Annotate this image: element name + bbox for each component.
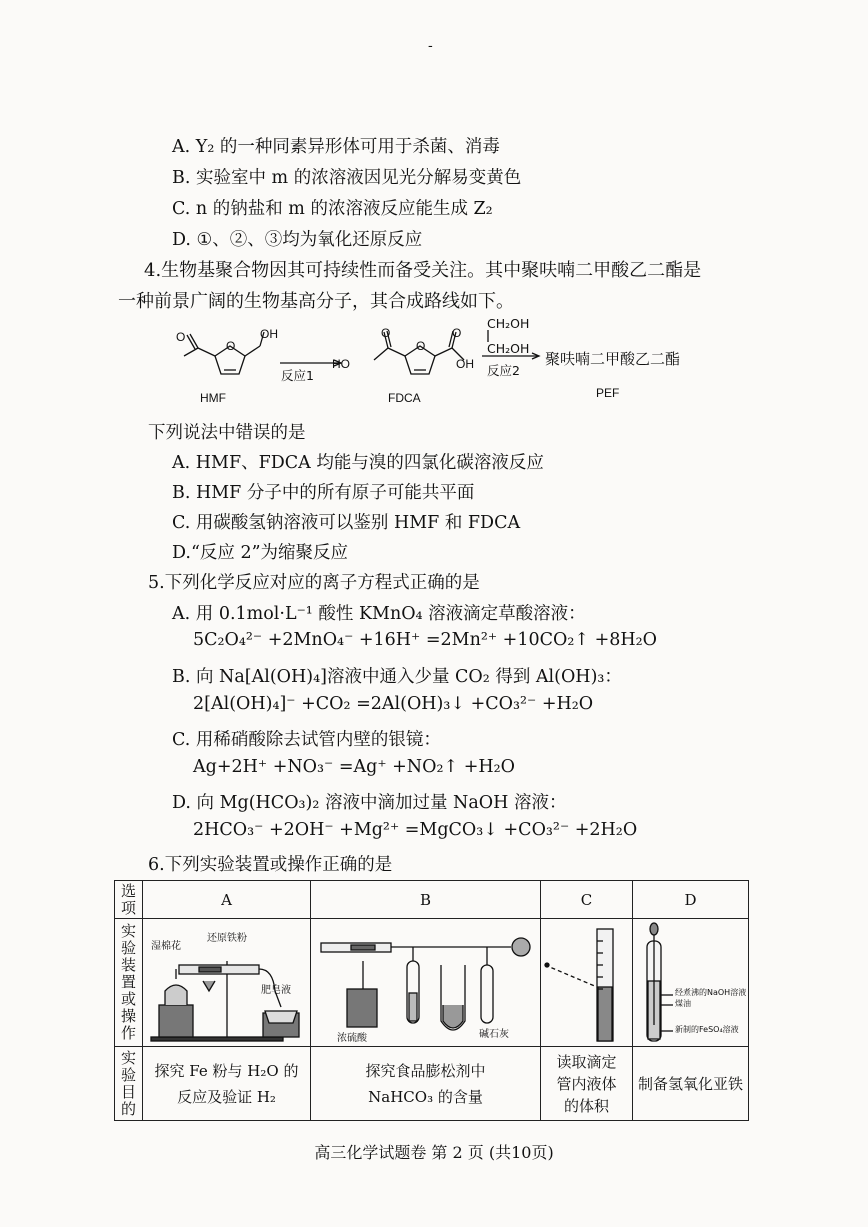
apparatus-c: [541, 919, 633, 1047]
q4-option-d: D.“反应 2”为缩聚反应: [172, 543, 349, 563]
header-option-cell: 选 项: [115, 881, 143, 919]
q4-option-c: C. 用碳酸氢钠溶液可以鉴别 HMF 和 FDCA: [172, 513, 521, 533]
label-naoh: 经煮沸的NaOH溶液: [675, 988, 747, 997]
purpose-a: 探究 Fe 粉与 H₂O 的 反应及验证 H₂: [143, 1047, 311, 1121]
fdca-label: FDCA: [388, 391, 421, 405]
label-feso4: 新制的FeSO₄溶液: [675, 1025, 739, 1034]
label-lime: 碱石灰: [479, 1029, 509, 1040]
experiment-table: [114, 880, 749, 1121]
apparatus-d: [633, 919, 749, 1047]
label-iron-powder: 还原铁粉: [207, 933, 247, 944]
q4-stem-line2: 一种前景广阔的生物基高分子，其合成路线如下。: [118, 291, 514, 312]
q3-option-a: A. Y₂ 的一种同素异形体可用于杀菌、消毒: [172, 137, 500, 157]
fdca-oh-label: OH: [456, 357, 474, 371]
header-d: D: [633, 881, 749, 919]
header-a: A: [143, 881, 311, 919]
q5-c-eq: Ag+2H⁺ +NO₃⁻ =Ag⁺ +NO₂↑ +H₂O: [193, 757, 515, 777]
row-purpose-label: 实 验 目 的: [115, 1047, 143, 1121]
q3-option-c: C. n 的钠盐和 m 的浓溶液反应能生成 Z₂: [172, 199, 493, 219]
q5-b-eq: 2[Al(OH)₄]⁻ +CO₂ =2Al(OH)₃↓ +CO₃²⁻ +H₂O: [193, 694, 594, 714]
header-c: C: [541, 881, 633, 919]
q5-d-text: D. 向 Mg(HCO₃)₂ 溶液中滴加过量 NaOH 溶液：: [172, 793, 567, 813]
q5-b-text: B. 向 Na[Al(OH)₄]溶液中通入少量 CO₂ 得到 Al(OH)₃：: [172, 667, 622, 687]
q3-option-b: B. 实验室中 m 的浓溶液因见光分解易变黄色: [172, 168, 522, 188]
row-apparatus-label: 实 验 装 置 或 操 作: [115, 919, 143, 1047]
reagent-top: CH₂OH: [487, 316, 530, 331]
purpose-d: 制备氢氧化亚铁: [633, 1047, 749, 1121]
q5-stem: 5.下列化学反应对应的离子方程式正确的是: [148, 573, 480, 593]
fdca-o-left: O: [381, 326, 391, 340]
q5-c-text: C. 用稀硝酸除去试管内壁的银镜：: [172, 730, 441, 750]
q5-d-eq: 2HCO₃⁻ +2OH⁻ +Mg²⁺ =MgCO₃↓ +CO₃²⁻ +2H₂O: [193, 820, 638, 840]
label-acid: 浓硫酸: [337, 1033, 367, 1044]
label-wet-cotton: 湿棉花: [151, 941, 181, 952]
product-abbr: PEF: [596, 386, 620, 400]
purpose-c: 读取滴定 管内液体 的体积: [541, 1047, 633, 1121]
purpose-b: 探究食品膨松剂中 NaHCO₃ 的含量: [311, 1047, 541, 1121]
label-oil: 煤油: [675, 999, 691, 1008]
fdca-ho-label: HO: [332, 357, 350, 371]
page-top-mark: -: [428, 38, 433, 54]
hmf-ring-o: O: [226, 339, 236, 353]
page-footer: 高三化学试题卷 第 2 页 (共10页): [314, 1143, 554, 1162]
q4-option-b: B. HMF 分子中的所有原子可能共平面: [172, 483, 475, 503]
apparatus-b: [311, 919, 541, 1047]
hmf-oh-label: OH: [260, 327, 278, 341]
apparatus-a: [143, 919, 311, 1047]
header-b: B: [311, 881, 541, 919]
q3-option-d: D. ①、②、③均为氧化还原反应: [172, 230, 423, 250]
arrow2-label: 反应2: [487, 363, 520, 378]
ald-o-label: O: [176, 330, 186, 344]
label-soap: 肥皂液: [261, 985, 291, 996]
q4-option-a: A. HMF、FDCA 均能与溴的四氯化碳溶液反应: [172, 453, 544, 473]
q6-stem: 6.下列实验装置或操作正确的是: [148, 855, 393, 875]
reagent-bottom: CH₂OH: [487, 341, 530, 356]
fdca-ring-o: O: [416, 339, 426, 353]
q5-a-text: A. 用 0.1mol·L⁻¹ 酸性 KMnO₄ 溶液滴定草酸溶液：: [172, 604, 586, 624]
q4-question: 下列说法中错误的是: [148, 423, 306, 443]
q4-stem-line1: 4.生物基聚合物因其可持续性而备受关注。其中聚呋喃二甲酸乙二酯是: [144, 260, 702, 281]
arrow1-label: 反应1: [281, 368, 314, 383]
hmf-label: HMF: [200, 391, 226, 405]
q5-a-eq: 5C₂O₄²⁻ +2MnO₄⁻ +16H⁺ =2Mn²⁺ +10CO₂↑ +8H₂O: [193, 630, 657, 650]
product-name: 聚呋喃二甲酸乙二酯: [545, 350, 681, 368]
fdca-o-right: O: [452, 326, 462, 340]
